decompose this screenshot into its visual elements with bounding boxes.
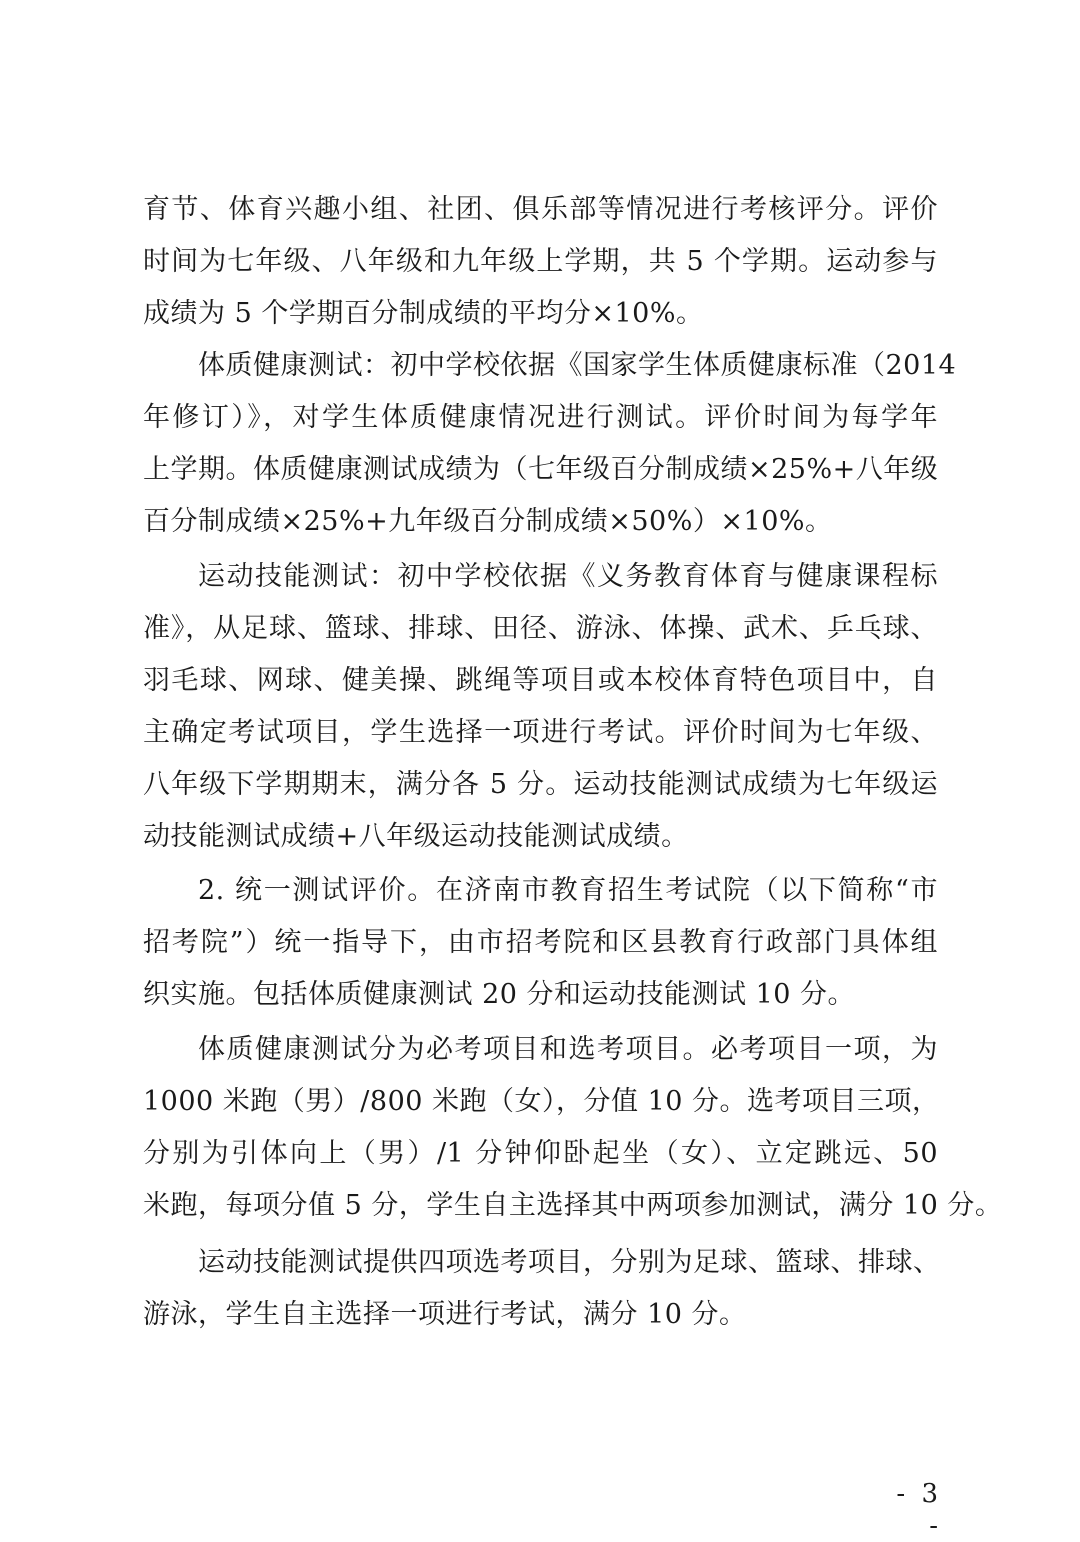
text-line: 八年级下学期期末，满分各 5 分。运动技能测试成绩为七年级运 <box>143 769 938 800</box>
text-line: 分别为引体向上（男）/1 分钟仰卧起坐（女）、立定跳远、50 <box>143 1138 938 1169</box>
text-line: 主确定考试项目，学生选择一项进行考试。评价时间为七年级、 <box>143 717 938 748</box>
paragraph-start-line: 体质健康测试：初中学校依据《国家学生体质健康标准（2014 <box>198 350 957 381</box>
text-line: 年修订）》，对学生体质健康情况进行测试。评价时间为每学年 <box>143 402 938 433</box>
paragraph-start-line: 体质健康测试分为必考项目和选考项目。必考项目一项，为 <box>198 1034 938 1065</box>
text-line: 准》，从足球、篮球、排球、田径、游泳、体操、武术、乒乓球、 <box>143 613 938 644</box>
text-line: 动技能测试成绩+八年级运动技能测试成绩。 <box>143 821 689 852</box>
paragraph-start-line: 运动技能测试：初中学校依据《义务教育体育与健康课程标 <box>198 561 938 592</box>
page-number: - 3 - <box>896 1479 942 1541</box>
text-line: 上学期。体质健康测试成绩为（七年级百分制成绩×25%+八年级 <box>143 454 939 485</box>
text-line: 百分制成绩×25%+九年级百分制成绩×50%）×10%。 <box>143 506 833 537</box>
text-line: 育节、体育兴趣小组、社团、俱乐部等情况进行考核评分。评价 <box>143 194 938 225</box>
text-line: 米跑，每项分值 5 分，学生自主选择其中两项参加测试，满分 10 分。 <box>143 1190 1003 1221</box>
text-line: 成绩为 5 个学期百分制成绩的平均分×10%。 <box>143 298 704 329</box>
paragraph-start-line: 运动技能测试提供四项选考项目，分别为足球、篮球、排球、 <box>198 1247 941 1278</box>
text-line: 招考院”）统一指导下，由市招考院和区县教育行政部门具体组 <box>143 927 938 958</box>
paragraph-start-line: 2. 统一测试评价。在济南市教育招生考试院（以下简称“市 <box>198 875 938 906</box>
text-line: 羽毛球、网球、健美操、跳绳等项目或本校体育特色项目中，自 <box>143 665 938 696</box>
text-line: 1000 米跑（男）/800 米跑（女），分值 10 分。选考项目三项， <box>143 1086 940 1117</box>
text-line: 织实施。包括体质健康测试 20 分和运动技能测试 10 分。 <box>143 979 856 1010</box>
text-line: 时间为七年级、八年级和九年级上学期，共 5 个学期。运动参与 <box>143 246 938 277</box>
text-line: 游泳，学生自主选择一项进行考试，满分 10 分。 <box>143 1299 747 1330</box>
